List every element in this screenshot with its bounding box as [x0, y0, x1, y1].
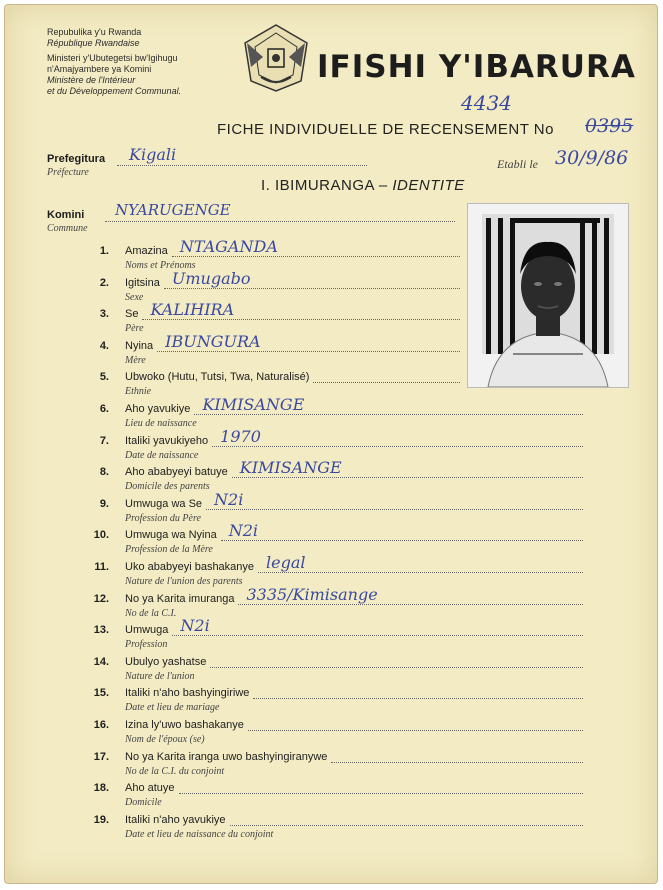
- field-label-fr: Ethnie: [125, 386, 152, 397]
- field-label-fr: Mère: [125, 355, 146, 366]
- field-value: N2i: [214, 490, 244, 509]
- prefecture-label: Préfecture: [47, 167, 89, 178]
- dotted-line: [313, 382, 460, 383]
- field-label: Umwuga wa Se: [125, 498, 203, 510]
- field-label: Nyina: [125, 340, 154, 352]
- field-label-fr: Nature de l'union des parents: [125, 576, 243, 587]
- field-value: IBUNGURA: [165, 332, 261, 351]
- field-label-fr: No de la C.I. du conjoint: [125, 766, 225, 777]
- field-number: 18.: [93, 782, 109, 794]
- dotted-line: [172, 256, 460, 257]
- field-label-fr: Date de naissance: [125, 450, 199, 461]
- field-number: 16.: [93, 719, 109, 731]
- commune-label: Commune: [47, 223, 88, 234]
- field-label-fr: Père: [125, 323, 144, 334]
- field-value: KALIHIRA: [150, 300, 235, 319]
- field-label-fr: Profession: [125, 639, 168, 650]
- header-line: Repubulika y'u Rwanda: [47, 27, 142, 37]
- dotted-line: [248, 730, 583, 731]
- field-label: Izina ly'uwo bashakanye: [125, 719, 244, 731]
- field-label-fr: Domicile: [125, 797, 162, 808]
- id-photo: [467, 203, 629, 388]
- field-value: legal: [266, 553, 306, 572]
- komini-label: Komini: [47, 209, 85, 221]
- field-number: 4.: [99, 340, 109, 352]
- census-card: [4, 4, 658, 884]
- field-label-fr: Date et lieu de mariage: [125, 702, 220, 713]
- ministry-header: [47, 27, 181, 97]
- dotted-line: [142, 319, 460, 320]
- dotted-line: [221, 540, 583, 541]
- dotted-line: [232, 477, 583, 478]
- header-line: Ministère de l'Intérieur: [47, 75, 136, 85]
- field-number: 13.: [93, 624, 109, 636]
- field-number: 17.: [93, 751, 109, 763]
- field-label: Aho yavukiye: [125, 403, 191, 415]
- field-number: 1.: [99, 245, 109, 257]
- field-number: 14.: [93, 656, 109, 668]
- coat-of-arms-emblem: [241, 23, 311, 93]
- field-label: Amazina: [125, 245, 168, 257]
- header-line: n'Amajyambere ya Komini: [47, 64, 152, 74]
- field-value: N2i: [180, 616, 210, 635]
- section-title-fr: IDENTITE: [392, 177, 465, 194]
- dotted-line: [258, 572, 583, 573]
- header-line: et du Développement Communal.: [47, 86, 182, 96]
- field-number: 10.: [93, 529, 109, 541]
- field-label: Aho atuye: [125, 782, 175, 794]
- field-value: NTAGANDA: [179, 237, 278, 256]
- dotted-line: [206, 509, 583, 510]
- field-label-fr: Noms et Prénoms: [125, 260, 196, 271]
- field-value: KIMISANGE: [202, 395, 305, 414]
- field-label: Se: [125, 308, 139, 320]
- section-title: [261, 177, 465, 194]
- field-label: Umwuga: [125, 624, 169, 636]
- field-value: Umugabo: [171, 269, 251, 288]
- section-title-rw: I. IBIMURANGA –: [261, 177, 388, 194]
- field-number: 5.: [99, 371, 109, 383]
- header-line: Ministeri y'Ubutegetsi bw'Igihugu: [47, 53, 178, 63]
- dotted-line: [164, 288, 460, 289]
- fiche-number: 0395: [585, 115, 634, 137]
- header-line: République Rwandaise: [47, 38, 140, 48]
- field-label-fr: Profession du Père: [125, 513, 201, 524]
- dotted-line: [194, 414, 583, 415]
- field-label-fr: Nom de l'époux (se): [125, 734, 205, 745]
- field-label-fr: Date et lieu de naissance du conjoint: [125, 829, 274, 840]
- field-label: Italiki n'aho bashyingiriwe: [125, 687, 250, 699]
- form-title: IFISHI Y'IBARURA: [317, 49, 636, 85]
- field-number: 8.: [99, 466, 109, 478]
- field-label: No ya Karita iranga uwo bashyingiranywe: [125, 751, 328, 763]
- field-number: 2.: [99, 277, 109, 289]
- komini-value: NYARUGENGE: [115, 201, 231, 219]
- prefecture-value: Kigali: [129, 145, 177, 164]
- etabli-label: Etabli le: [497, 157, 538, 171]
- field-value: KIMISANGE: [239, 458, 342, 477]
- field-number: 9.: [99, 498, 109, 510]
- field-label: Ubulyo yashatse: [125, 656, 207, 668]
- dotted-line: [172, 635, 583, 636]
- field-label: Italiki n'aho yavukiye: [125, 814, 226, 826]
- field-label-fr: Sexe: [125, 292, 144, 303]
- field-number: 11.: [94, 561, 109, 573]
- fiche-label: FICHE INDIVIDUELLE DE RECENSEMENT No: [217, 121, 554, 138]
- field-label-fr: Domicile des parents: [125, 481, 210, 492]
- dotted-line: [331, 762, 583, 763]
- prefegitura-label: Prefegitura: [47, 153, 106, 165]
- field-value: N2i: [228, 521, 258, 540]
- field-label: Ubwoko (Hutu, Tutsi, Twa, Naturalisé): [125, 371, 310, 383]
- field-label: Igitsina: [125, 277, 160, 289]
- dotted-line: [212, 446, 583, 447]
- field-number: 15.: [93, 687, 109, 699]
- field-number: 6.: [99, 403, 109, 415]
- dotted-line: [253, 698, 583, 699]
- dotted-line: [117, 165, 367, 166]
- field-label: Aho ababyeyi batuye: [125, 466, 228, 478]
- etabli-value: 30/9/86: [555, 147, 629, 169]
- field-label: No ya Karita imuranga: [125, 593, 235, 605]
- field-value: 3335/Kimisange: [246, 585, 378, 604]
- dotted-line: [157, 351, 460, 352]
- dotted-line: [105, 221, 455, 222]
- dotted-line: [179, 793, 583, 794]
- field-label-fr: Profession de la Mère: [125, 544, 213, 555]
- field-number: 19.: [93, 814, 109, 826]
- field-number: 12.: [93, 593, 109, 605]
- field-label-fr: No de la C.I.: [125, 608, 177, 619]
- field-label: Italiki yavukiyeho: [125, 435, 209, 447]
- dotted-line: [210, 667, 583, 668]
- field-number: 3.: [99, 308, 109, 320]
- handwritten-number: 4434: [461, 91, 512, 115]
- field-label: Umwuga wa Nyina: [125, 529, 217, 541]
- field-label: Uko ababyeyi bashakanye: [125, 561, 255, 573]
- portrait-photo: [468, 204, 628, 387]
- dotted-line: [230, 825, 583, 826]
- field-label-fr: Lieu de naissance: [125, 418, 197, 429]
- dotted-line: [238, 604, 583, 605]
- field-value: 1970: [220, 427, 261, 446]
- field-number: 7.: [99, 435, 109, 447]
- field-label-fr: Nature de l'union: [125, 671, 195, 682]
